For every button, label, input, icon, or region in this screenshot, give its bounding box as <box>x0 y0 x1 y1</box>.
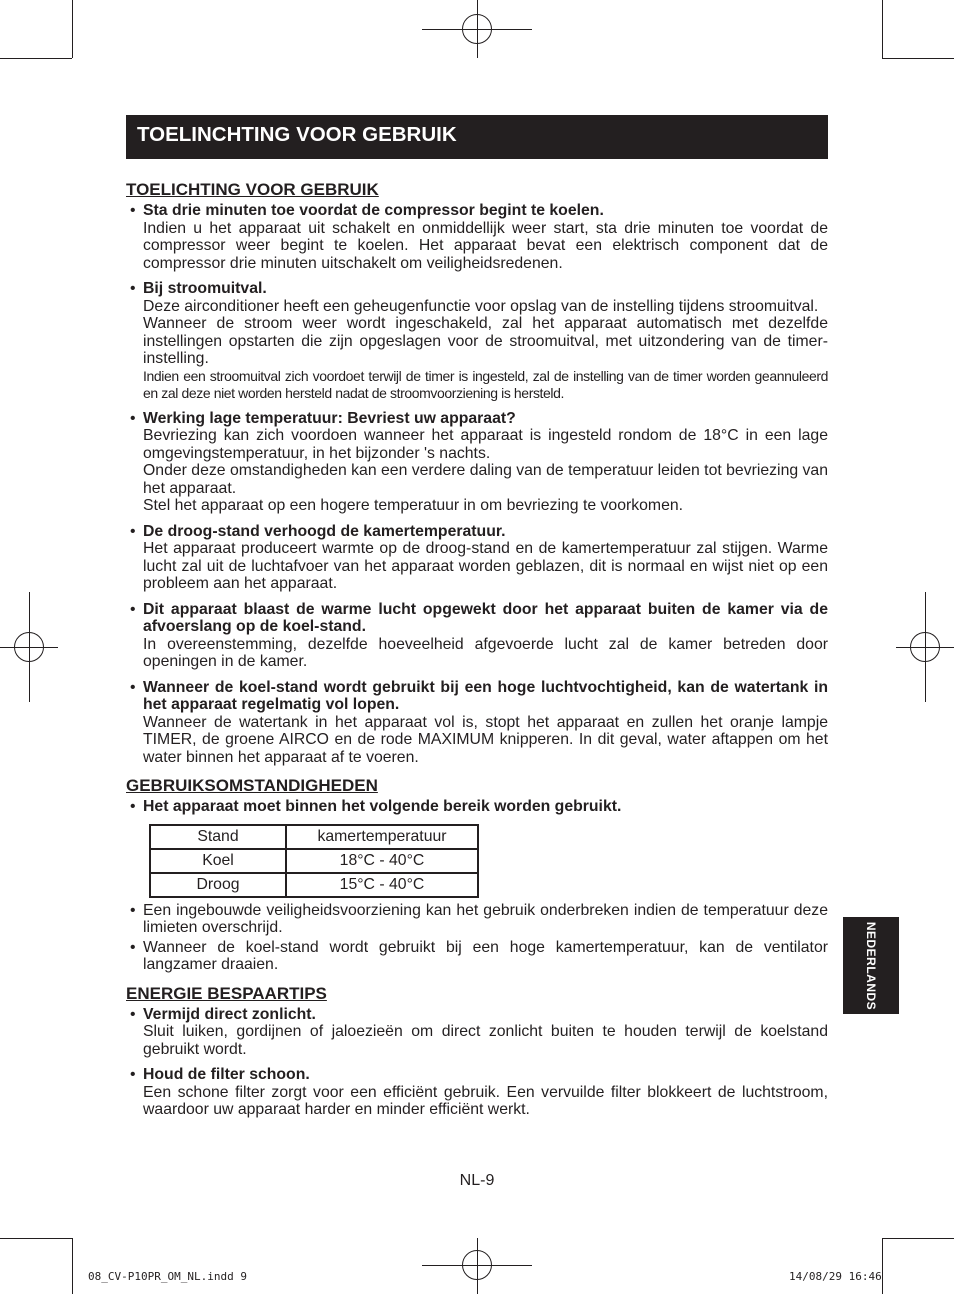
bullet: • <box>130 678 136 696</box>
list-item <box>126 601 828 671</box>
language-tab <box>843 917 899 1014</box>
item-text: Wanneer de koel-stand wordt gebruikt bij een hoge kamertemperatuur, kan de ventilator langzamer draaien. <box>143 938 828 973</box>
list-item <box>126 523 828 593</box>
crop-mark <box>882 1238 954 1239</box>
list-item <box>126 679 828 767</box>
table-header-cell: Stand <box>150 825 286 849</box>
bullet: • <box>130 1005 136 1023</box>
table-header-row <box>150 825 478 849</box>
page-number: NL-9 <box>459 1172 495 1189</box>
list-item <box>126 939 828 974</box>
item-text: Een schone filter zorgt voor een efficiënt gebruik. Een vervuilde filter blokkeert de luchtstroom, waardoor uw apparaat harder en minder efficiënt werkt. <box>143 1083 828 1118</box>
item-title: Vermijd direct zonlicht. <box>143 1005 316 1023</box>
list-item <box>126 280 828 402</box>
crop-mark <box>882 1238 883 1294</box>
item-text: Een ingebouwde veiligheidsvoorziening kan het gebruik onderbreken indien de temperatuur deze limieten overschrijd. <box>143 901 828 936</box>
table-row <box>150 873 478 897</box>
section-heading-energy: ENERGIE BESPAARTIPS <box>126 983 327 1003</box>
registration-circle <box>462 14 492 44</box>
bullet: • <box>130 901 136 919</box>
list-item <box>126 798 828 816</box>
bullet: • <box>130 938 136 956</box>
list-item <box>126 1006 828 1059</box>
item-note: Indien een stroomuitval zich voordoet terwijl de timer is ingesteld, zal de instelling van de timer worden geannuleerd en zal deze niet worden hersteld nadat de stroomvoorziening is hersteld. <box>143 367 828 401</box>
list-item <box>126 410 828 515</box>
bullet: • <box>130 280 136 297</box>
item-text: Bevriezing kan zich voordoen wanneer het apparaat is ingesteld rondom de 18°C in een lage omgevingstemperatuur, in het bijzonder 's nachts. <box>143 427 828 462</box>
list-item <box>126 902 828 937</box>
operating-range-table <box>149 824 479 898</box>
language-tab-label: NEDERLANDS <box>864 921 878 1010</box>
bullet: • <box>130 202 136 219</box>
registration-circle <box>910 632 940 662</box>
item-text: Wanneer de watertank in het apparaat vol is, stopt het apparaat en zullen het oranje lampje TIMER, de groene AIRCO en de rode MAXIMUM knipperen. In dit geval, water aftappen om het water binnen het apparaat af te voeren. <box>143 713 828 766</box>
item-title: Bij stroomuitval. <box>143 280 267 297</box>
item-text: In overeenstemming, dezelfde hoeveelheid afgevoerde lucht zal de kamer betreden door openingen in de kamer. <box>143 635 828 670</box>
main-content <box>126 178 828 1127</box>
page-banner: TOELINCHTING VOOR GEBRUIK <box>126 115 828 159</box>
item-title: Dit apparaat blaast de warme lucht opgewekt door het apparaat buiten de kamer via de afvoerslang op de koel-stand. <box>143 600 828 635</box>
bullet: • <box>130 798 136 815</box>
bullet: • <box>130 522 136 540</box>
item-text: Deze airconditioner heeft een geheugenfunctie voor opslag van de instelling tijdens stroomuitval. <box>143 297 819 315</box>
bullet: • <box>130 409 136 427</box>
bullet: • <box>130 600 136 618</box>
item-title: Wanneer de koel-stand wordt gebruikt bij een hoge luchtvochtigheid, kan de watertank in het apparaat regelmatig vol lopen. <box>143 678 828 713</box>
registration-circle <box>14 632 44 662</box>
list-item <box>126 202 828 272</box>
list-item <box>126 1066 828 1119</box>
item-title: Het apparaat moet binnen het volgende bereik worden gebruikt. <box>143 798 622 815</box>
item-text: Wanneer de stroom weer wordt ingeschakeld, zal het apparaat automatisch met dezelfde instellingen opstarten die zijn opgeslagen voor de stroomuitval, met uitzondering van de timer-instelling. <box>143 315 828 367</box>
item-title: Sta drie minuten toe voordat de compressor begint te koelen. <box>143 202 604 219</box>
item-title: De droog-stand verhoogd de kamertemperatuur. <box>143 522 506 540</box>
crop-mark <box>882 0 883 58</box>
table-row <box>150 849 478 873</box>
bullet: • <box>130 1066 136 1083</box>
crop-mark <box>0 58 72 59</box>
table-cell: Koel <box>150 849 286 873</box>
item-text: Stel het apparaat op een hogere temperatuur in om bevriezing te voorkomen. <box>143 497 684 514</box>
crop-mark <box>882 58 954 59</box>
item-text: Sluit luiken, gordijnen of jaloezieën om direct zonlicht buiten te houden terwijl de koelstand gebruikt wordt. <box>143 1023 828 1058</box>
crop-mark <box>72 0 73 58</box>
item-title: Houd de filter schoon. <box>143 1066 310 1083</box>
table-cell: Droog <box>150 873 286 897</box>
footer-timestamp: 14/08/29 16:46 <box>789 1270 882 1283</box>
item-title: Werking lage temperatuur: Bevriest uw apparaat? <box>143 409 516 427</box>
item-text: Onder deze omstandigheden kan een verdere daling van de temperatuur leiden tot bevriezing van het apparaat. <box>143 462 828 497</box>
footer-filename: 08_CV-P10PR_OM_NL.indd 9 <box>88 1270 247 1283</box>
table-cell: 15°C - 40°C <box>286 873 478 897</box>
item-text: Het apparaat produceert warmte op de droog-stand en de kamertemperatuur zal stijgen. Warme lucht zal uit de luchtafvoer van het apparaat worden geblazen, dit is normaal en wijst niet op een probleem aan het apparaat. <box>143 540 828 592</box>
registration-circle <box>462 1250 492 1280</box>
section-heading-conditions: GEBRUIKSOMSTANDIGHEDEN <box>126 776 378 795</box>
item-text: Indien u het apparaat uit schakelt en onmiddellijk weer start, sta drie minuten toe voordat de compressor weer begint te koelen. Het apparaat bevat een elektrisch component dat de compressor drie minuten uitschakelt om veiligheidsredenen. <box>143 219 828 272</box>
crop-mark <box>72 1238 73 1294</box>
table-header-cell: kamertemperatuur <box>286 825 478 849</box>
section-heading-usage: TOELICHTING VOOR GEBRUIK <box>126 180 379 199</box>
crop-mark <box>0 1238 72 1239</box>
table-cell: 18°C - 40°C <box>286 849 478 873</box>
